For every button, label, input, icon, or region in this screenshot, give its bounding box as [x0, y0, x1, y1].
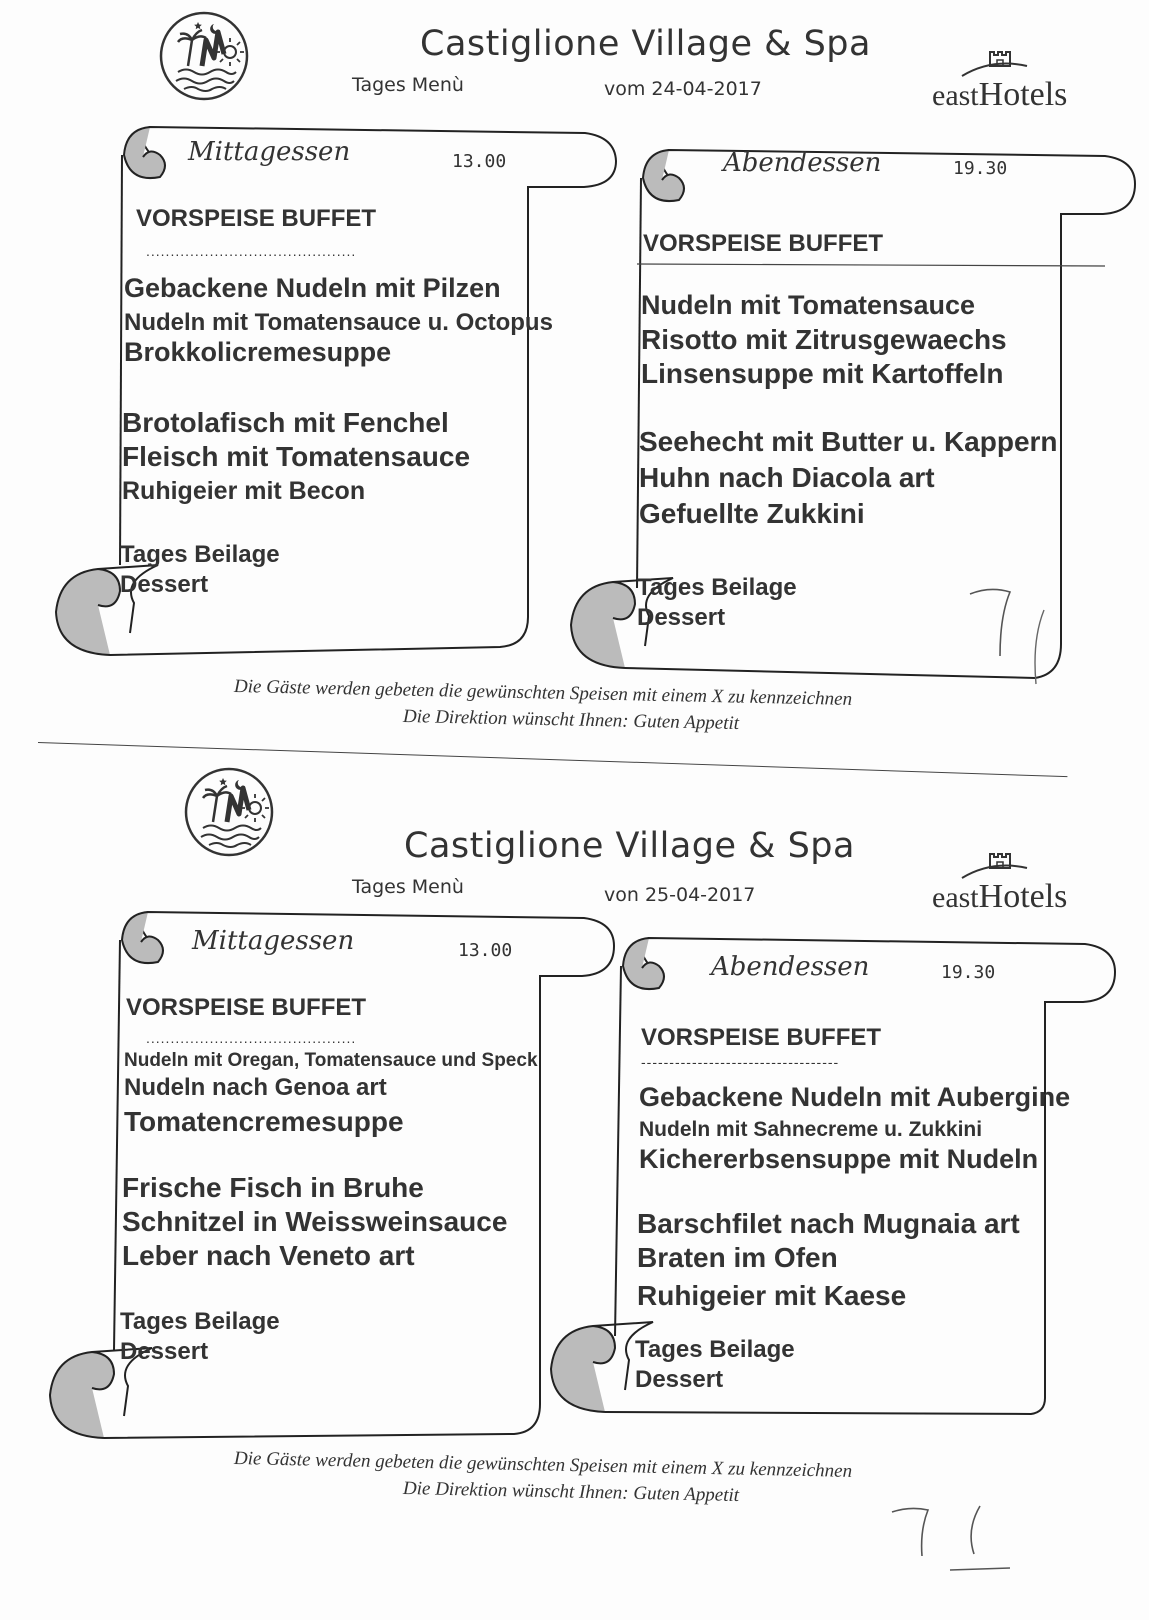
dinner-item-3: Linsensuppe mit Kartoffeln — [641, 358, 1004, 389]
dinner-side: Tages Beilage — [637, 574, 797, 601]
menu-subtitle: Tages Menù — [352, 876, 464, 898]
menu-sheet-1 — [0, 0, 1149, 780]
scroll-frame — [545, 936, 1125, 1476]
instruction-note: Die Gäste werden gebeten die gewünschten Speisen mit einem X zu kennzeichnen — [233, 676, 853, 710]
handwritten-mark — [880, 1500, 1040, 1580]
lunch-item-2: Nudeln nach Genoa art — [124, 1074, 387, 1101]
dinner-dessert: Dessert — [635, 1366, 724, 1393]
dinner-scroll — [545, 936, 1125, 1476]
lunch-item-4: Brotolafisch mit Fenchel — [122, 407, 449, 438]
lunch-item-5: Schnitzel in Weissweinsauce — [122, 1206, 508, 1237]
resort-title: Castiglione Village & Spa — [420, 24, 871, 64]
resort-title: Castiglione Village & Spa — [404, 826, 855, 866]
dinner-item-2: Nudeln mit Sahnecreme u. Zukkini — [639, 1118, 983, 1141]
dinner-item-1: Nudeln mit Tomatensauce — [641, 290, 976, 320]
lunch-item-6: Ruhigeier mit Becon — [122, 477, 366, 505]
handwritten-mark — [960, 580, 1100, 700]
dinner-item-5: Huhn nach Diacola art — [639, 462, 935, 493]
lunch-time: 13.00 — [458, 940, 513, 961]
menu-date: von 25-04-2017 — [604, 884, 756, 906]
lunch-separator: ........................................... — [146, 243, 357, 259]
lunch-dessert: Dessert — [120, 1338, 209, 1365]
dinner-item-6: Gefuellte Zukkini — [639, 498, 865, 529]
brand-prefix: east — [932, 79, 979, 112]
brand-suffix: Hotels — [978, 76, 1068, 113]
resort-logo-icon — [158, 10, 250, 102]
dinner-item-4: Barschfilet nach Mugnaia art — [637, 1208, 1020, 1239]
east-hotels-logo — [932, 44, 1082, 114]
brand-prefix: east — [932, 881, 979, 914]
lunch-scroll — [50, 125, 620, 665]
lunch-header: Mittagessen — [192, 926, 355, 956]
lunch-item-1: Nudeln mit Oregan, Tomatensauce und Speck — [124, 1050, 538, 1071]
lunch-item-2: Nudeln mit Tomatensauce u. Octopus — [124, 309, 553, 336]
lunch-item-1: Gebackene Nudeln mit Pilzen — [124, 273, 501, 303]
menu-subtitle: Tages Menù — [352, 74, 464, 96]
dinner-item-6: Ruhigeier mit Kaese — [637, 1280, 907, 1311]
dinner-item-4: Seehecht mit Butter u. Kappern — [639, 426, 1058, 457]
lunch-section-heading: VORSPEISE BUFFET — [136, 205, 377, 232]
dinner-item-5: Braten im Ofen — [637, 1242, 838, 1273]
lunch-item-6: Leber nach Veneto art — [122, 1240, 415, 1271]
dinner-header: Abendessen — [723, 148, 882, 178]
lunch-scroll — [44, 910, 620, 1450]
lunch-time: 13.00 — [452, 151, 507, 172]
dinner-section-heading: VORSPEISE BUFFET — [641, 1024, 882, 1051]
dinner-side: Tages Beilage — [635, 1336, 795, 1363]
lunch-side: Tages Beilage — [120, 541, 280, 568]
lunch-side: Tages Beilage — [120, 1308, 280, 1335]
dinner-time: 19.30 — [953, 158, 1008, 179]
dinner-section-heading: VORSPEISE BUFFET — [643, 230, 884, 257]
dinner-separator: ----------------------------------- — [641, 1054, 840, 1070]
greeting-note: Die Direktion wünscht Ihnen: Guten Appetit — [402, 1478, 740, 1507]
lunch-section-heading: VORSPEISE BUFFET — [126, 994, 367, 1021]
dinner-item-3: Kichererbsensuppe mit Nudeln — [639, 1144, 1039, 1174]
instruction-note: Die Gäste werden gebeten die gewünschten Speisen mit einem X zu kennzeichnen — [233, 1448, 853, 1482]
resort-logo-icon — [183, 766, 275, 858]
lunch-item-5: Fleisch mit Tomatensauce — [122, 441, 471, 472]
dinner-time: 19.30 — [941, 962, 996, 983]
lunch-dessert: Dessert — [120, 571, 209, 598]
greeting-note: Die Direktion wünscht Ihnen: Guten Appetit — [402, 706, 740, 735]
dinner-item-1: Gebackene Nudeln mit Aubergine — [639, 1082, 1071, 1112]
lunch-item-3: Brokkolicremesuppe — [124, 337, 392, 367]
lunch-item-4: Frische Fisch in Bruhe — [122, 1172, 424, 1203]
lunch-header: Mittagessen — [188, 137, 351, 167]
lunch-separator: ........................................... — [146, 1030, 357, 1046]
dinner-item-2: Risotto mit Zitrusgewaechs — [641, 324, 1007, 355]
brand-suffix: Hotels — [978, 878, 1068, 915]
dinner-dessert: Dessert — [637, 604, 726, 631]
east-hotels-logo — [932, 846, 1082, 916]
menu-sheet-2 — [0, 780, 1149, 1560]
lunch-item-3: Tomatencremesuppe — [124, 1106, 404, 1137]
menu-date: vom 24-04-2017 — [604, 78, 762, 100]
dinner-header: Abendessen — [711, 952, 870, 982]
